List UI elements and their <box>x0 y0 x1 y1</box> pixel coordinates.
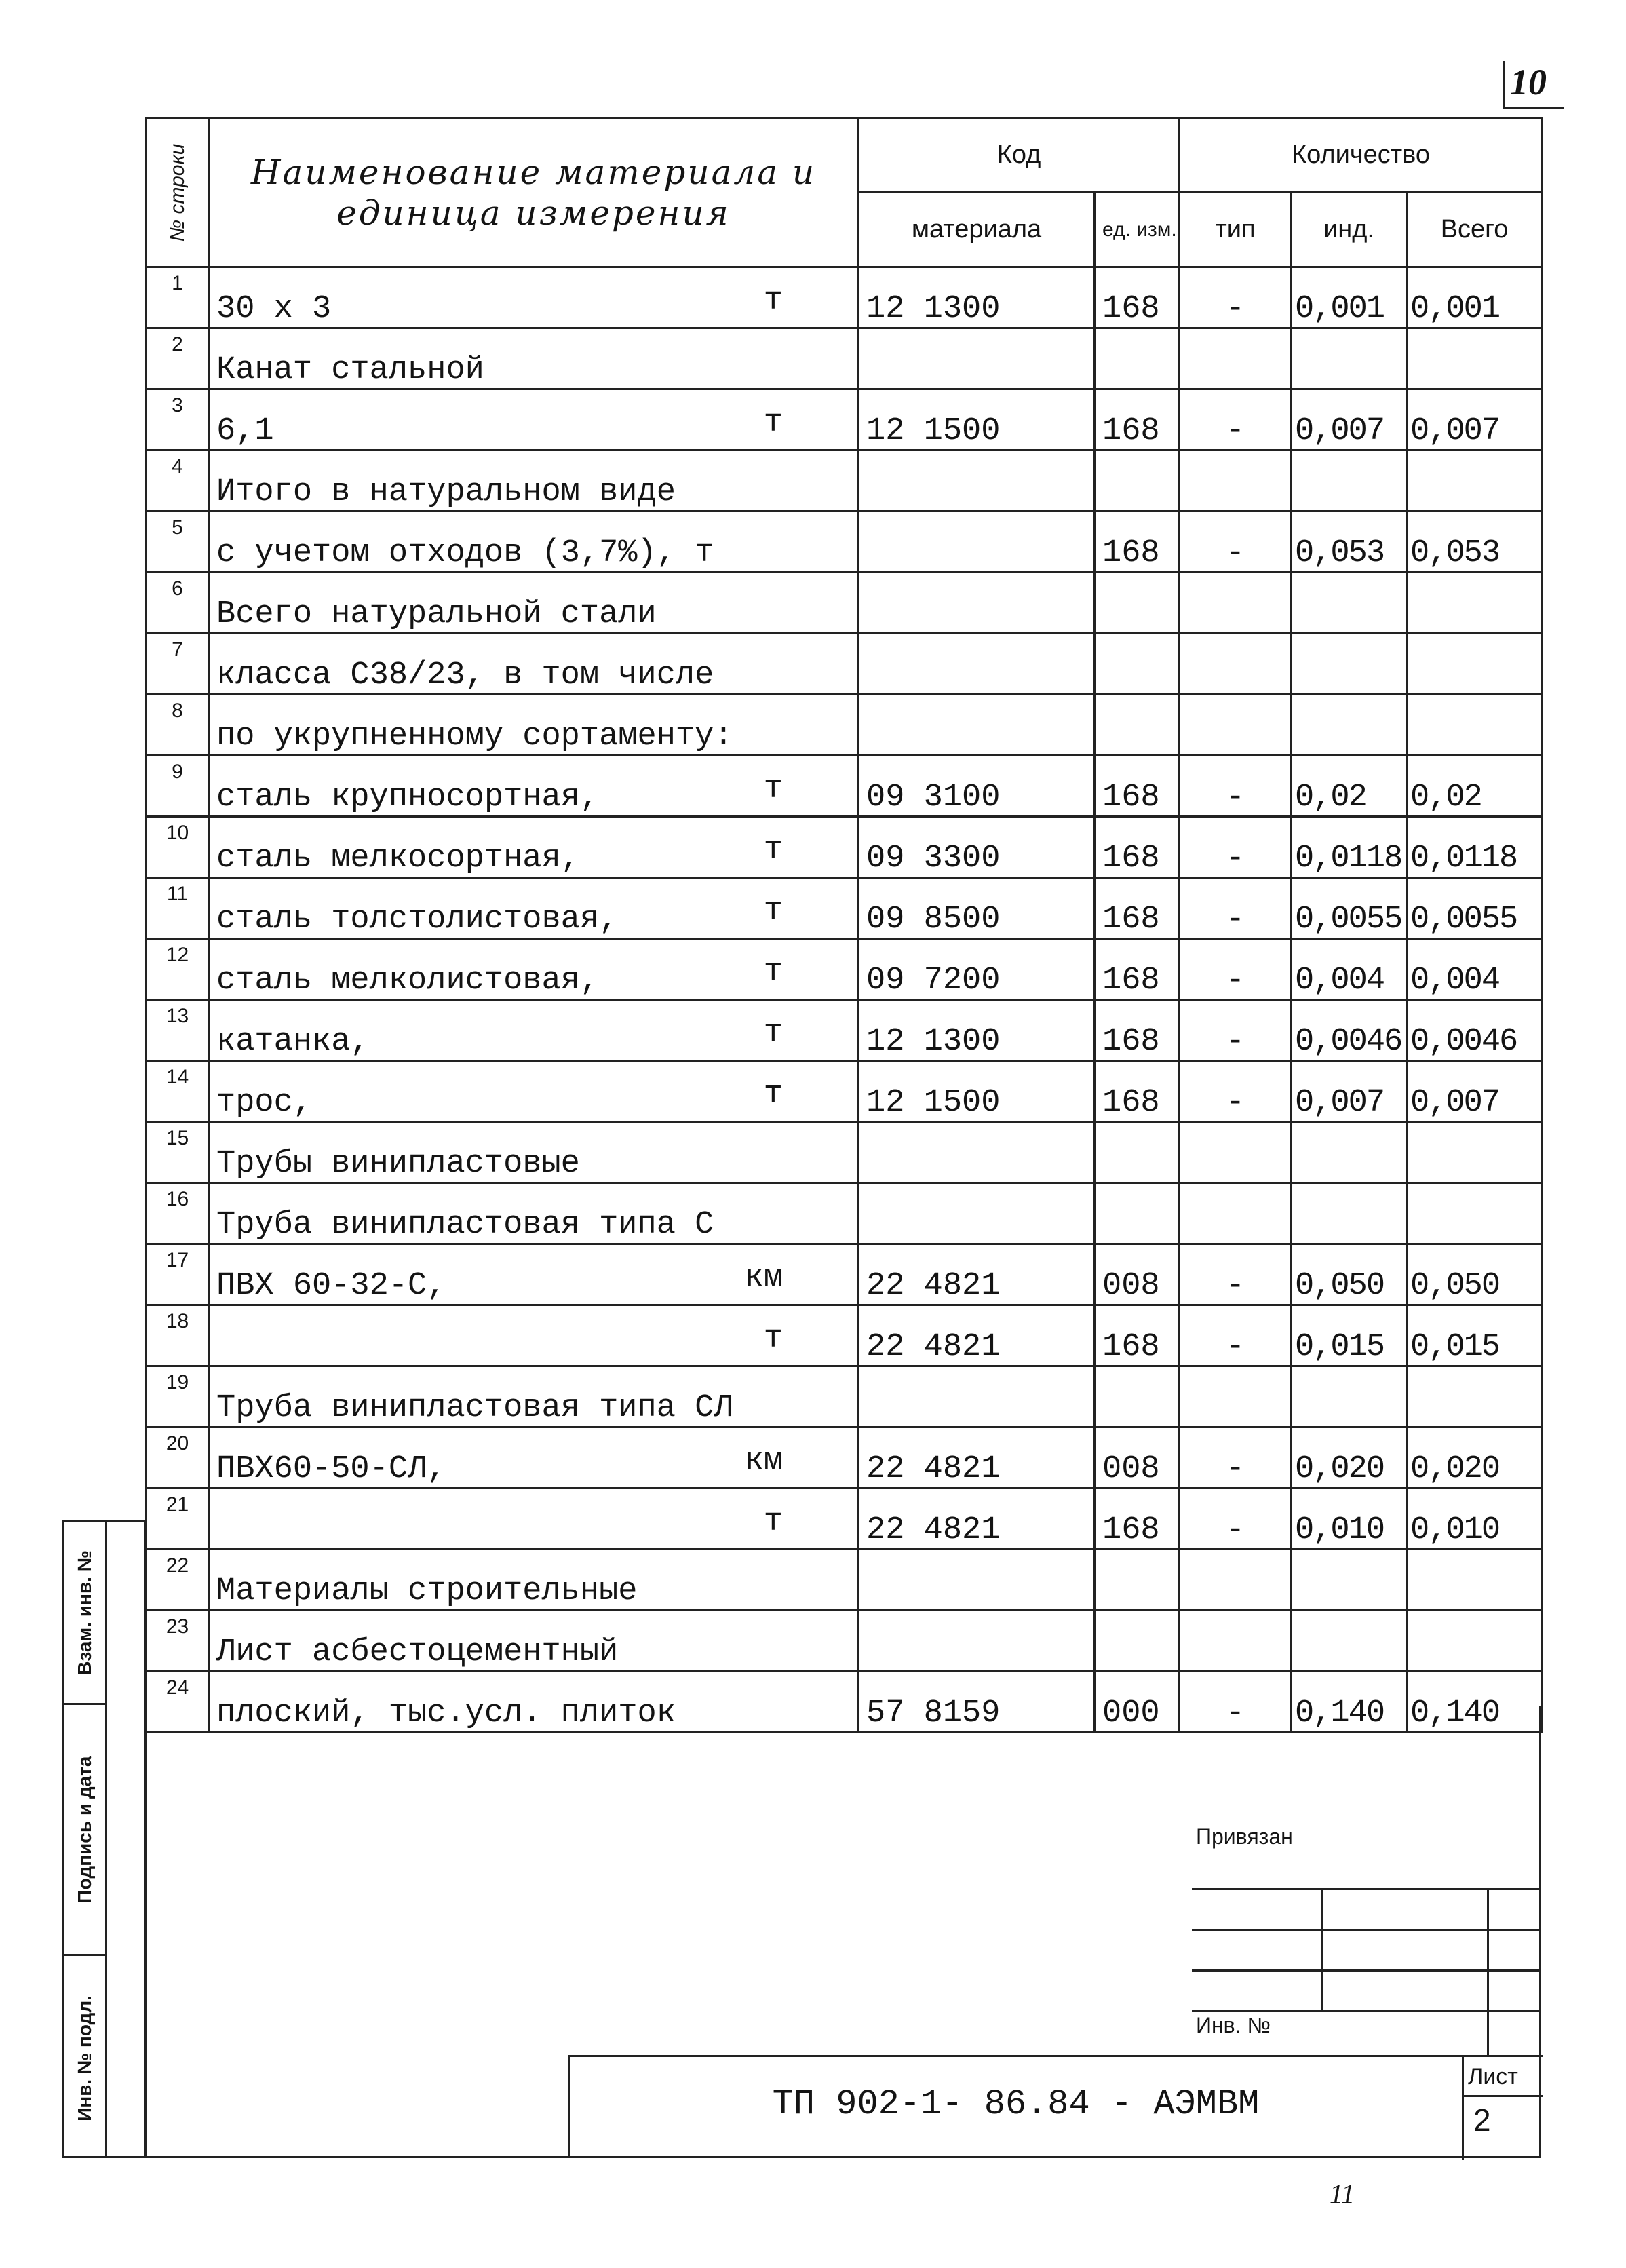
qty-total: 0,007 <box>1407 389 1543 450</box>
material-name <box>209 512 859 573</box>
qty-total: 0,0118 <box>1407 817 1543 878</box>
qty-ind <box>1292 573 1407 634</box>
qty-total <box>1407 450 1543 512</box>
qty-total: 0,053 <box>1407 512 1543 573</box>
row-number: 18 <box>147 1305 209 1366</box>
material-name <box>209 1366 859 1427</box>
row-number: 14 <box>147 1061 209 1122</box>
qty-typ <box>1180 1122 1292 1183</box>
row-number: 20 <box>147 1427 209 1488</box>
qty-typ <box>1180 328 1292 389</box>
material-code: 22 4821 <box>859 1244 1095 1305</box>
material-name <box>209 1000 859 1061</box>
qty-ind: 0,140 <box>1292 1672 1407 1733</box>
table-row <box>147 756 1543 817</box>
table-row <box>147 1061 1543 1122</box>
material-name-text: Материалы строительные <box>216 1573 638 1609</box>
table-row <box>147 1244 1543 1305</box>
unit-code <box>1095 1183 1180 1244</box>
qty-typ: - <box>1180 389 1292 450</box>
material-name <box>209 695 859 756</box>
material-spec-table <box>145 117 1543 1733</box>
page-footnote: 11 <box>1330 2178 1355 2209</box>
unit-code: 168 <box>1095 389 1180 450</box>
qty-ind: 0,004 <box>1292 939 1407 1000</box>
material-name <box>209 1122 859 1183</box>
qty-ind: 0,001 <box>1292 267 1407 328</box>
material-name <box>209 389 859 450</box>
qty-total: 0,001 <box>1407 267 1543 328</box>
row-number: 6 <box>147 573 209 634</box>
table-row <box>147 1611 1543 1672</box>
table-row <box>147 878 1543 939</box>
row-number: 21 <box>147 1488 209 1550</box>
material-name-text: 6,1 <box>216 413 274 449</box>
side-vzam-inv: Взам. инв. № <box>64 1522 105 1705</box>
stamp-area <box>145 1706 1541 2158</box>
qty-typ <box>1180 573 1292 634</box>
qty-ind: 0,0055 <box>1292 878 1407 939</box>
row-number: 22 <box>147 1550 209 1611</box>
unit-code: 168 <box>1095 1000 1180 1061</box>
material-unit: т <box>763 1504 783 1540</box>
header-name: Наименование материала и единица измерения <box>209 118 859 267</box>
qty-ind: 0,015 <box>1292 1305 1407 1366</box>
unit-code: 168 <box>1095 1488 1180 1550</box>
qty-ind <box>1292 1183 1407 1244</box>
material-unit: т <box>763 283 783 319</box>
qty-ind <box>1292 450 1407 512</box>
unit-code: 008 <box>1095 1244 1180 1305</box>
material-name-text: Трубы винипластовые <box>216 1146 580 1182</box>
qty-ind <box>1292 695 1407 756</box>
table-row <box>147 328 1543 389</box>
material-unit: км <box>744 1443 783 1479</box>
table-row <box>147 573 1543 634</box>
row-number: 16 <box>147 1183 209 1244</box>
header-code: Код <box>859 118 1180 193</box>
material-name <box>209 1488 859 1550</box>
unit-code: 008 <box>1095 1427 1180 1488</box>
table-row <box>147 1488 1543 1550</box>
material-name-text: сталь мелколистовая, <box>216 963 600 999</box>
qty-ind: 0,050 <box>1292 1244 1407 1305</box>
unit-code: 168 <box>1095 939 1180 1000</box>
material-code <box>859 328 1095 389</box>
table-row <box>147 1550 1543 1611</box>
unit-code <box>1095 1550 1180 1611</box>
material-code <box>859 634 1095 695</box>
unit-code <box>1095 1366 1180 1427</box>
qty-ind: 0,020 <box>1292 1427 1407 1488</box>
material-code <box>859 1611 1095 1672</box>
material-code: 09 3300 <box>859 817 1095 878</box>
material-name <box>209 878 859 939</box>
qty-total: 0,02 <box>1407 756 1543 817</box>
unit-code: 168 <box>1095 756 1180 817</box>
qty-typ <box>1180 1183 1292 1244</box>
material-name <box>209 634 859 695</box>
unit-code <box>1095 634 1180 695</box>
header-qty-typ: тип <box>1180 193 1292 267</box>
qty-ind <box>1292 1611 1407 1672</box>
row-number: 8 <box>147 695 209 756</box>
document-code: ТП 902-1- 86.84 - АЭМВМ <box>772 2084 1260 2124</box>
material-name-text: сталь мелкосортная, <box>216 841 580 877</box>
row-number: 9 <box>147 756 209 817</box>
side-strip <box>62 1520 147 2158</box>
qty-total <box>1407 1611 1543 1672</box>
row-number: 4 <box>147 450 209 512</box>
material-name <box>209 328 859 389</box>
qty-total: 0,007 <box>1407 1061 1543 1122</box>
material-name-text: ПВХ60-50-СЛ, <box>216 1451 446 1487</box>
unit-code <box>1095 1122 1180 1183</box>
qty-total: 0,0046 <box>1407 1000 1543 1061</box>
material-unit: т <box>763 1321 783 1357</box>
material-code: 57 8159 <box>859 1672 1095 1733</box>
table-row <box>147 1366 1543 1427</box>
material-name-text: Труба винипластовая типа СЛ <box>216 1390 733 1426</box>
side-inv-podl: Инв. № подл. <box>74 1995 95 2121</box>
table-row <box>147 1427 1543 1488</box>
material-code: 22 4821 <box>859 1427 1095 1488</box>
row-number: 12 <box>147 939 209 1000</box>
qty-total: 0,050 <box>1407 1244 1543 1305</box>
table-row <box>147 939 1543 1000</box>
qty-total <box>1407 634 1543 695</box>
material-name <box>209 1061 859 1122</box>
material-name-text: сталь крупносортная, <box>216 780 600 815</box>
binding-label: Привязан <box>1196 1824 1293 1849</box>
unit-code: 168 <box>1095 817 1180 878</box>
material-unit: т <box>763 771 783 807</box>
material-name-text: по укрупненному сортаменту: <box>216 718 733 754</box>
material-name <box>209 450 859 512</box>
material-name-text: Труба винипластовая типа С <box>216 1207 714 1243</box>
row-number: 24 <box>147 1672 209 1733</box>
row-number: 19 <box>147 1366 209 1427</box>
row-number: 3 <box>147 389 209 450</box>
row-number: 7 <box>147 634 209 695</box>
qty-typ <box>1180 634 1292 695</box>
qty-typ: - <box>1180 1488 1292 1550</box>
material-code <box>859 512 1095 573</box>
material-code: 22 4821 <box>859 1488 1095 1550</box>
material-unit: т <box>763 955 783 991</box>
qty-typ <box>1180 1611 1292 1672</box>
qty-ind <box>1292 1122 1407 1183</box>
material-name-text: с учетом отходов (3,7%), т <box>216 535 714 571</box>
qty-total <box>1407 695 1543 756</box>
unit-code: 168 <box>1095 267 1180 328</box>
material-name-text: трос, <box>216 1085 313 1121</box>
row-number: 10 <box>147 817 209 878</box>
qty-total: 0,010 <box>1407 1488 1543 1550</box>
material-name <box>209 267 859 328</box>
material-name-text: 30 x 3 <box>216 291 332 327</box>
material-name <box>209 1550 859 1611</box>
material-name-text: катанка, <box>216 1024 370 1060</box>
qty-typ: - <box>1180 1305 1292 1366</box>
sheet-label: Лист <box>1468 2064 1518 2090</box>
unit-code: 168 <box>1095 512 1180 573</box>
qty-typ: - <box>1180 817 1292 878</box>
material-name-text: сталь толстолистовая, <box>216 902 619 938</box>
inventory-number-label: Инв. № <box>1196 2013 1271 2037</box>
material-code <box>859 573 1095 634</box>
header-qty-ind: инд. <box>1292 193 1407 267</box>
qty-ind: 0,010 <box>1292 1488 1407 1550</box>
qty-ind <box>1292 1366 1407 1427</box>
row-number: 1 <box>147 267 209 328</box>
qty-typ: - <box>1180 1672 1292 1733</box>
unit-code <box>1095 695 1180 756</box>
material-name-text: Всего натуральной стали <box>216 596 657 632</box>
material-code <box>859 450 1095 512</box>
table-row <box>147 634 1543 695</box>
material-unit: т <box>763 1016 783 1052</box>
qty-typ: - <box>1180 1244 1292 1305</box>
material-name <box>209 756 859 817</box>
spec-body <box>147 267 1543 1733</box>
header-row-top <box>147 118 1543 193</box>
material-code <box>859 1122 1095 1183</box>
header-quantity: Количество <box>1180 118 1543 193</box>
row-number: 11 <box>147 878 209 939</box>
row-number: 23 <box>147 1611 209 1672</box>
material-name <box>209 1183 859 1244</box>
qty-typ: - <box>1180 267 1292 328</box>
material-name-text: Канат стальной <box>216 352 484 388</box>
qty-total <box>1407 1122 1543 1183</box>
qty-total: 0,015 <box>1407 1305 1543 1366</box>
table-row <box>147 1000 1543 1061</box>
header-qty-total: Всего <box>1407 193 1543 267</box>
material-code <box>859 1183 1095 1244</box>
material-name <box>209 939 859 1000</box>
material-name-text: Итого в натуральном виде <box>216 474 676 510</box>
material-code: 12 1500 <box>859 389 1095 450</box>
material-code: 09 3100 <box>859 756 1095 817</box>
unit-code: 168 <box>1095 1061 1180 1122</box>
material-name-text: ПВХ 60-32-С, <box>216 1268 446 1304</box>
qty-typ <box>1180 1550 1292 1611</box>
table-row <box>147 1305 1543 1366</box>
qty-typ: - <box>1180 939 1292 1000</box>
material-name <box>209 1427 859 1488</box>
material-code: 12 1500 <box>859 1061 1095 1122</box>
table-row <box>147 1122 1543 1183</box>
table-row <box>147 1183 1543 1244</box>
unit-code: 000 <box>1095 1672 1180 1733</box>
row-number: 5 <box>147 512 209 573</box>
qty-typ: - <box>1180 512 1292 573</box>
qty-typ: - <box>1180 756 1292 817</box>
material-code: 22 4821 <box>859 1305 1095 1366</box>
qty-typ <box>1180 695 1292 756</box>
qty-ind <box>1292 328 1407 389</box>
material-name-text: плоский, тыс.усл. плиток <box>216 1695 676 1731</box>
qty-ind: 0,0118 <box>1292 817 1407 878</box>
qty-ind <box>1292 634 1407 695</box>
material-name <box>209 1611 859 1672</box>
qty-total: 0,0055 <box>1407 878 1543 939</box>
qty-total <box>1407 573 1543 634</box>
table-row <box>147 695 1543 756</box>
material-name-text: класса С38/23, в том числе <box>216 657 714 693</box>
qty-typ: - <box>1180 1061 1292 1122</box>
qty-ind: 0,007 <box>1292 389 1407 450</box>
table-row <box>147 267 1543 328</box>
header-code-material: материала <box>859 193 1095 267</box>
qty-ind: 0,007 <box>1292 1061 1407 1122</box>
material-unit: т <box>763 893 783 929</box>
qty-typ: - <box>1180 1427 1292 1488</box>
unit-code: 168 <box>1095 878 1180 939</box>
material-name-text: Лист асбестоцементный <box>216 1634 619 1670</box>
row-number: 17 <box>147 1244 209 1305</box>
qty-typ <box>1180 1366 1292 1427</box>
qty-typ <box>1180 450 1292 512</box>
table-row <box>147 817 1543 878</box>
qty-total: 0,140 <box>1407 1672 1543 1733</box>
qty-total: 0,004 <box>1407 939 1543 1000</box>
material-code <box>859 1366 1095 1427</box>
qty-total <box>1407 1183 1543 1244</box>
material-name <box>209 817 859 878</box>
unit-code <box>1095 1611 1180 1672</box>
unit-code <box>1095 573 1180 634</box>
side-signature-date: Подпись и дата <box>64 1705 105 1956</box>
sheet-number: 10 <box>1503 61 1564 109</box>
material-unit: т <box>763 832 783 868</box>
title-block <box>568 2055 1543 2158</box>
row-number: 13 <box>147 1000 209 1061</box>
header-code-unit: ед. изм. <box>1095 193 1180 267</box>
qty-ind <box>1292 1550 1407 1611</box>
row-number: 2 <box>147 328 209 389</box>
material-code: 09 7200 <box>859 939 1095 1000</box>
table-row <box>147 512 1543 573</box>
qty-typ: - <box>1180 878 1292 939</box>
material-unit: т <box>763 405 783 441</box>
unit-code <box>1095 328 1180 389</box>
qty-total: 0,020 <box>1407 1427 1543 1488</box>
material-code <box>859 1550 1095 1611</box>
sheet-box <box>1462 2057 1543 2160</box>
material-code: 09 8500 <box>859 878 1095 939</box>
material-unit: км <box>744 1260 783 1296</box>
qty-typ: - <box>1180 1000 1292 1061</box>
material-code <box>859 695 1095 756</box>
qty-total <box>1407 328 1543 389</box>
row-number: 15 <box>147 1122 209 1183</box>
unit-code <box>1095 450 1180 512</box>
material-name <box>209 1244 859 1305</box>
unit-code: 168 <box>1095 1305 1180 1366</box>
table-row <box>147 450 1543 512</box>
binding-block <box>1192 1822 1541 2056</box>
sheet-value: 2 <box>1473 2102 1491 2138</box>
material-name <box>209 573 859 634</box>
material-code: 12 1300 <box>859 1000 1095 1061</box>
header-row-no: № строки <box>147 118 209 267</box>
qty-ind: 0,02 <box>1292 756 1407 817</box>
qty-ind: 0,053 <box>1292 512 1407 573</box>
material-code: 12 1300 <box>859 267 1095 328</box>
qty-total <box>1407 1550 1543 1611</box>
material-name <box>209 1305 859 1366</box>
qty-total <box>1407 1366 1543 1427</box>
qty-ind: 0,0046 <box>1292 1000 1407 1061</box>
material-unit: т <box>763 1077 783 1113</box>
table-row <box>147 389 1543 450</box>
